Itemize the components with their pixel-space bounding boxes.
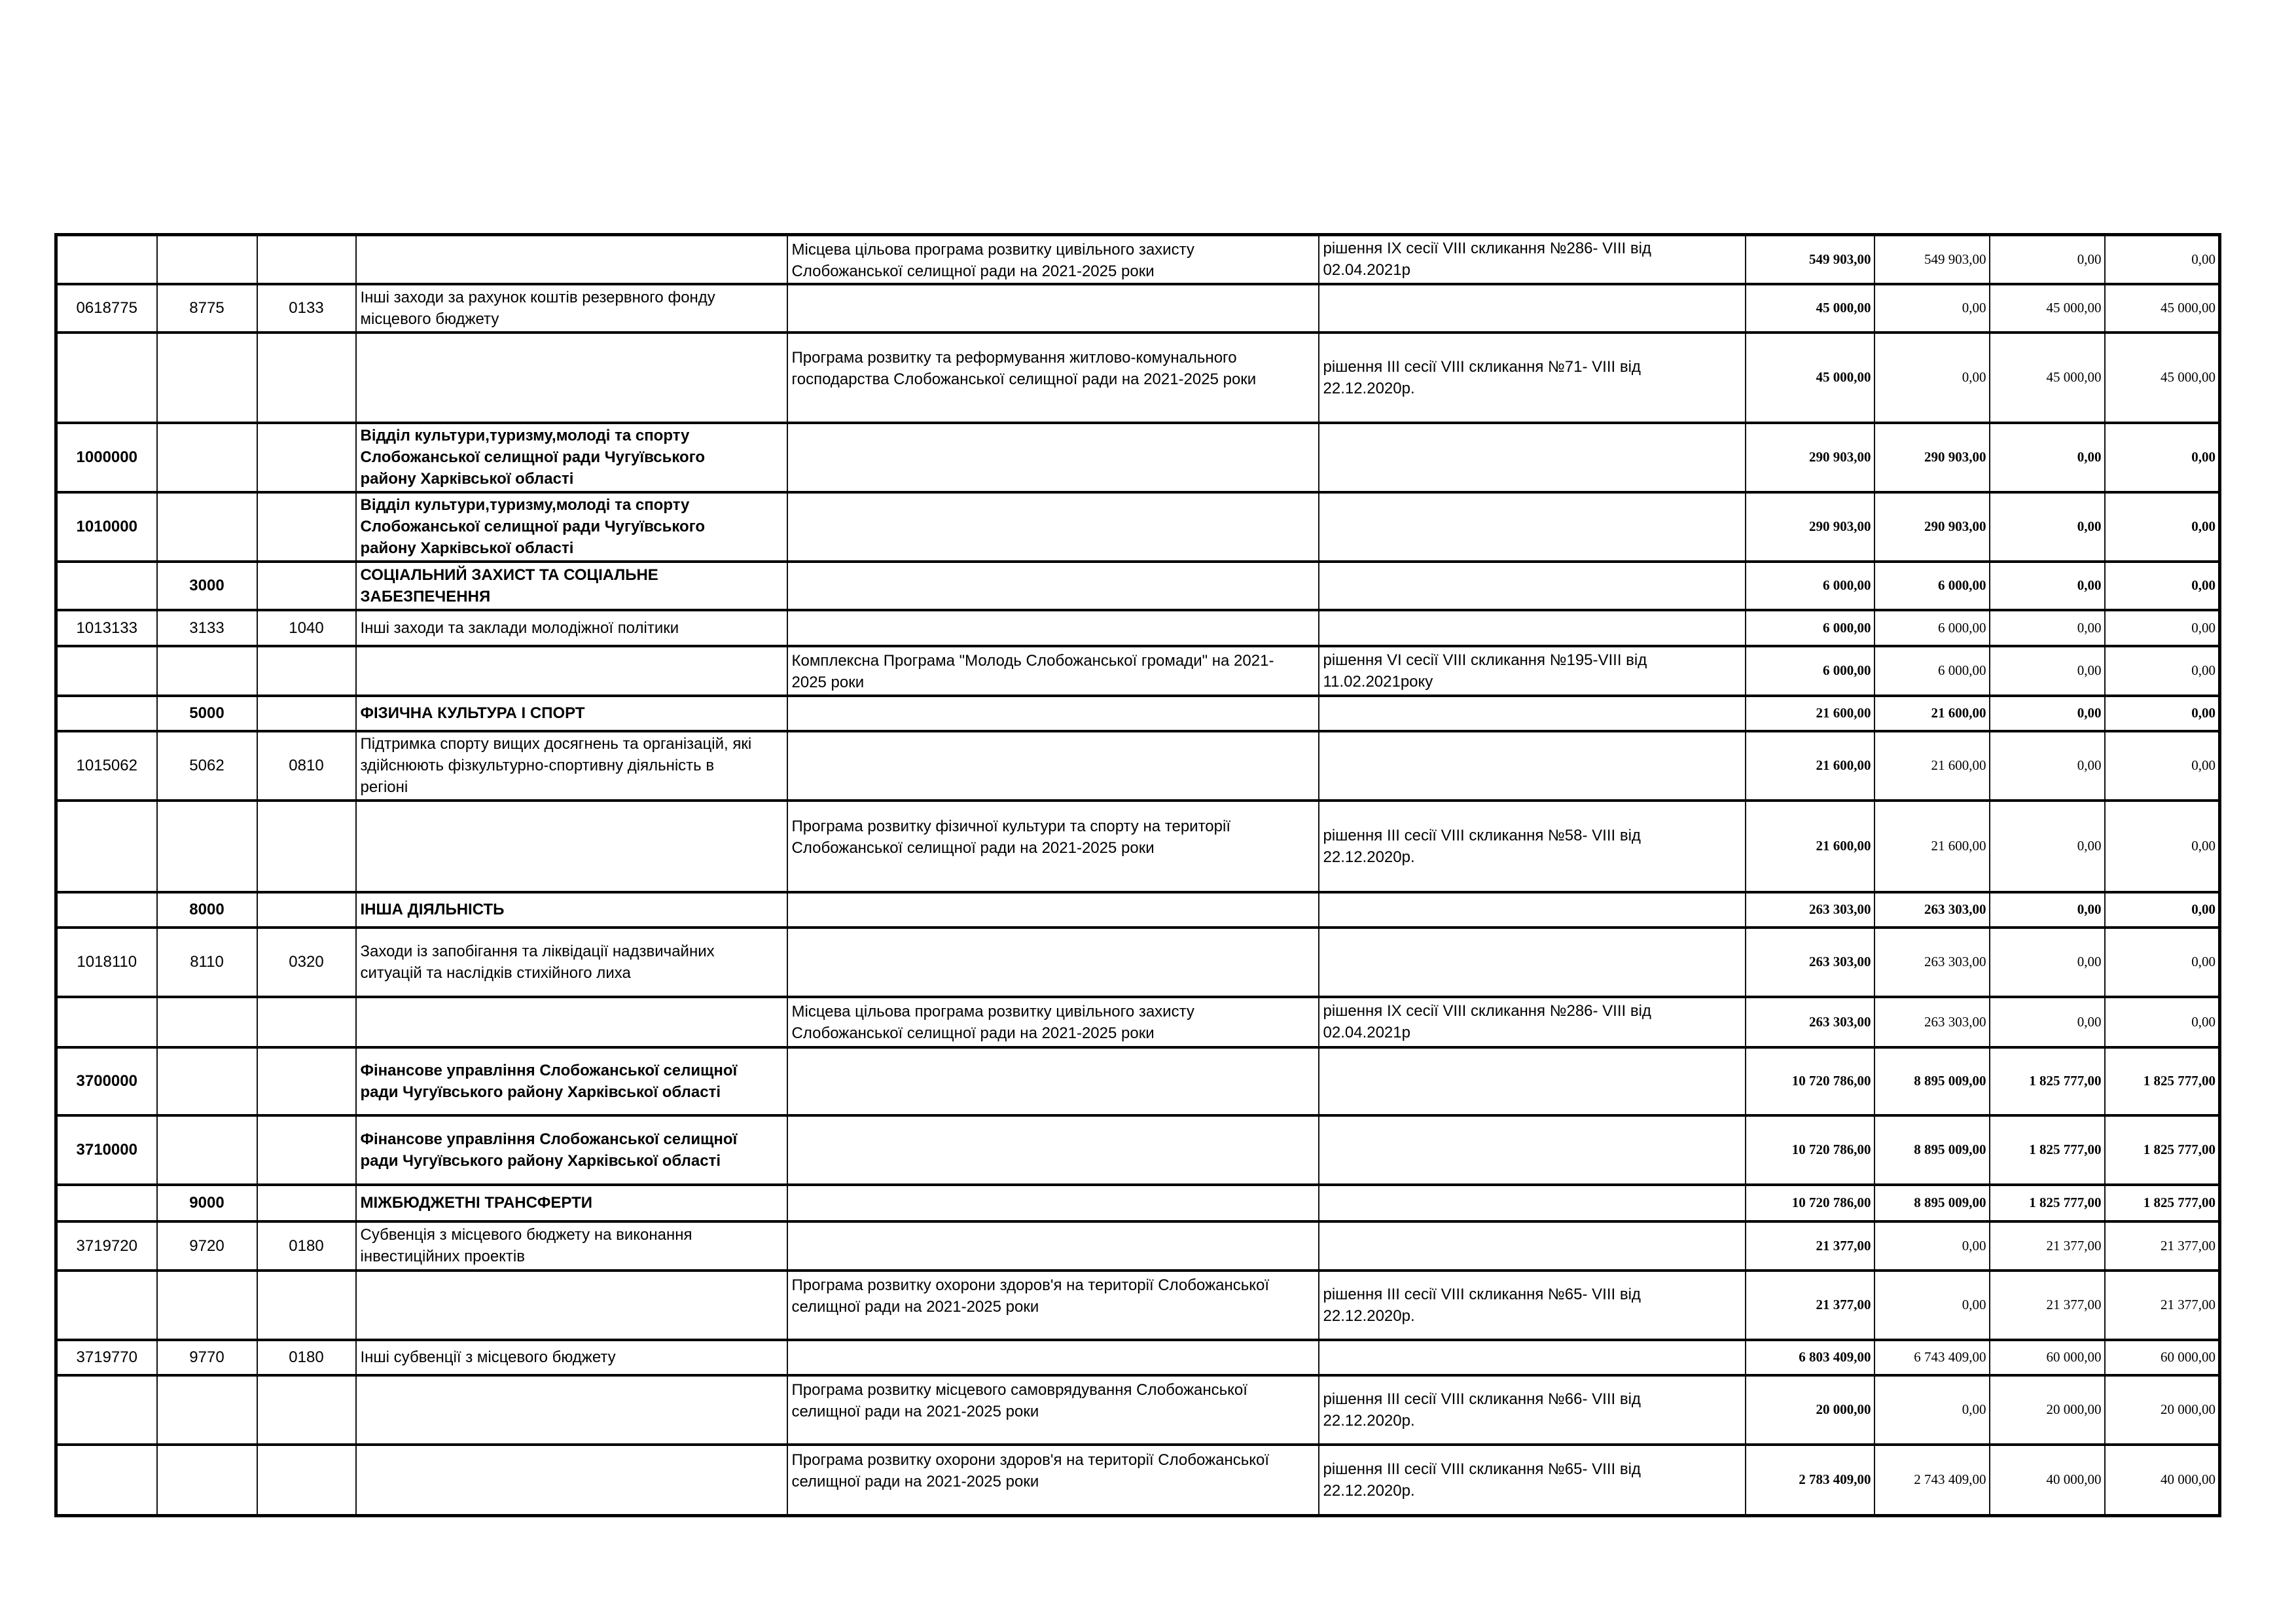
cell-kpkvkmb (56, 997, 157, 1047)
cell-kfkvk (257, 892, 356, 928)
cell-program (787, 492, 1319, 562)
cell-kfkvk (257, 801, 356, 892)
cell-tpkvkmb: 3133 (157, 610, 257, 646)
cell-name (356, 235, 787, 284)
cell-tpkvkmb: 5062 (157, 731, 257, 801)
cell-name (356, 333, 787, 423)
cell-name: Відділ культури,туризму,молоді та спорту Слобожанської селищної ради Чугуївського району Харківської області (356, 492, 787, 562)
cell-total: 290 903,00 (1746, 423, 1874, 492)
table-row (56, 1340, 2220, 1375)
cell-program: Програма розвитку та реформування житлово-комунального господарства Слобожанської селищної ради на 2021-2025 роки (787, 333, 1319, 423)
cell-tpkvkmb (157, 235, 257, 284)
cell-program (787, 1185, 1319, 1221)
cell-development: 0,00 (2105, 731, 2220, 801)
cell-kfkvk (257, 492, 356, 562)
cell-decision (1319, 492, 1746, 562)
cell-name: Підтримка спорту вищих досягнень та організацій, які здійснюють фізкультурно-спортивну діяльність в регіоні (356, 731, 787, 801)
cell-special: 1 825 777,00 (1990, 1115, 2105, 1185)
cell-name: Фінансове управління Слобожанської селищної ради Чугуївського району Харківської області (356, 1115, 787, 1185)
cell-general: 290 903,00 (1874, 423, 1990, 492)
cell-kpkvkmb (56, 235, 157, 284)
cell-tpkvkmb (157, 1047, 257, 1115)
cell-special: 0,00 (1990, 423, 2105, 492)
cell-program (787, 284, 1319, 333)
cell-general: 6 000,00 (1874, 562, 1990, 610)
cell-tpkvkmb (157, 492, 257, 562)
cell-name: ІНША ДІЯЛЬНІСТЬ (356, 892, 787, 928)
cell-decision (1319, 284, 1746, 333)
table-row (56, 284, 2220, 333)
cell-total: 21 377,00 (1746, 1221, 1874, 1271)
table-row (56, 1221, 2220, 1271)
cell-special: 20 000,00 (1990, 1375, 2105, 1445)
cell-tpkvkmb: 8110 (157, 928, 257, 997)
cell-kfkvk (257, 696, 356, 731)
cell-development: 0,00 (2105, 492, 2220, 562)
cell-total: 21 600,00 (1746, 801, 1874, 892)
cell-kpkvkmb: 1000000 (56, 423, 157, 492)
cell-general: 21 600,00 (1874, 696, 1990, 731)
cell-tpkvkmb: 9000 (157, 1185, 257, 1221)
cell-special: 0,00 (1990, 731, 2105, 801)
cell-tpkvkmb (157, 333, 257, 423)
cell-program (787, 892, 1319, 928)
cell-kfkvk: 0810 (257, 731, 356, 801)
cell-development: 0,00 (2105, 997, 2220, 1047)
cell-general: 0,00 (1874, 1221, 1990, 1271)
cell-kpkvkmb: 3719720 (56, 1221, 157, 1271)
cell-special: 0,00 (1990, 801, 2105, 892)
cell-total: 263 303,00 (1746, 928, 1874, 997)
cell-decision: рішення IX сесії VIII скликання №286- VIII від 02.04.2021р (1319, 235, 1746, 284)
cell-kfkvk (257, 1185, 356, 1221)
cell-development: 0,00 (2105, 562, 2220, 610)
cell-general: 0,00 (1874, 1271, 1990, 1340)
cell-special: 0,00 (1990, 235, 2105, 284)
cell-general: 0,00 (1874, 284, 1990, 333)
cell-special: 0,00 (1990, 646, 2105, 696)
cell-total: 263 303,00 (1746, 997, 1874, 1047)
table-row (56, 1445, 2220, 1516)
cell-name: Інші заходи за рахунок коштів резервного фонду місцевого бюджету (356, 284, 787, 333)
cell-tpkvkmb: 9720 (157, 1221, 257, 1271)
cell-total: 10 720 786,00 (1746, 1047, 1874, 1115)
cell-decision (1319, 1047, 1746, 1115)
table-row (56, 333, 2220, 423)
table-row (56, 892, 2220, 928)
cell-development: 60 000,00 (2105, 1340, 2220, 1375)
cell-tpkvkmb: 5000 (157, 696, 257, 731)
cell-general: 8 895 009,00 (1874, 1047, 1990, 1115)
cell-name: Фінансове управління Слобожанської селищної ради Чугуївського району Харківської області (356, 1047, 787, 1115)
cell-development: 0,00 (2105, 928, 2220, 997)
cell-kpkvkmb: 3710000 (56, 1115, 157, 1185)
cell-general: 6 000,00 (1874, 646, 1990, 696)
cell-kpkvkmb (56, 1445, 157, 1516)
table-row (56, 696, 2220, 731)
budget-table (54, 233, 2221, 1517)
cell-program (787, 731, 1319, 801)
cell-development: 0,00 (2105, 423, 2220, 492)
cell-total: 21 600,00 (1746, 696, 1874, 731)
cell-program (787, 610, 1319, 646)
cell-name (356, 1375, 787, 1445)
cell-decision: рішення III сесії VIII скликання №65- VIII від 22.12.2020р. (1319, 1445, 1746, 1516)
cell-development: 0,00 (2105, 892, 2220, 928)
cell-special: 45 000,00 (1990, 333, 2105, 423)
cell-program (787, 1340, 1319, 1375)
cell-kpkvkmb (56, 333, 157, 423)
cell-decision (1319, 696, 1746, 731)
cell-special: 0,00 (1990, 492, 2105, 562)
cell-kfkvk (257, 562, 356, 610)
cell-development: 1 825 777,00 (2105, 1047, 2220, 1115)
cell-kpkvkmb: 1010000 (56, 492, 157, 562)
cell-decision: рішення III сесії VIII скликання №65- VIII від 22.12.2020р. (1319, 1271, 1746, 1340)
cell-tpkvkmb (157, 1375, 257, 1445)
cell-kpkvkmb (56, 892, 157, 928)
cell-total: 549 903,00 (1746, 235, 1874, 284)
cell-total: 290 903,00 (1746, 492, 1874, 562)
cell-program (787, 928, 1319, 997)
cell-decision: рішення III сесії VIII скликання №66- VIII від 22.12.2020р. (1319, 1375, 1746, 1445)
table-row (56, 1115, 2220, 1185)
table-row (56, 492, 2220, 562)
cell-kpkvkmb: 1015062 (56, 731, 157, 801)
cell-special: 0,00 (1990, 610, 2105, 646)
cell-special: 45 000,00 (1990, 284, 2105, 333)
cell-development: 0,00 (2105, 801, 2220, 892)
cell-kpkvkmb: 3700000 (56, 1047, 157, 1115)
cell-total: 21 377,00 (1746, 1271, 1874, 1340)
cell-development: 21 377,00 (2105, 1221, 2220, 1271)
cell-name: Інші субвенції з місцевого бюджету (356, 1340, 787, 1375)
cell-general: 2 743 409,00 (1874, 1445, 1990, 1516)
cell-tpkvkmb (157, 801, 257, 892)
cell-tpkvkmb (157, 1445, 257, 1516)
cell-tpkvkmb (157, 423, 257, 492)
cell-name (356, 646, 787, 696)
table-row (56, 423, 2220, 492)
cell-special: 21 377,00 (1990, 1221, 2105, 1271)
table-row (56, 1185, 2220, 1221)
cell-kfkvk: 0180 (257, 1340, 356, 1375)
cell-kfkvk: 0180 (257, 1221, 356, 1271)
cell-name (356, 997, 787, 1047)
cell-total: 6 000,00 (1746, 646, 1874, 696)
cell-development: 0,00 (2105, 646, 2220, 696)
cell-development: 1 825 777,00 (2105, 1185, 2220, 1221)
cell-tpkvkmb: 9770 (157, 1340, 257, 1375)
cell-decision: рішення III сесії VIII скликання №71- VIII від 22.12.2020р. (1319, 333, 1746, 423)
table-row (56, 646, 2220, 696)
cell-name (356, 801, 787, 892)
cell-general: 8 895 009,00 (1874, 1115, 1990, 1185)
cell-program (787, 1221, 1319, 1271)
cell-total: 2 783 409,00 (1746, 1445, 1874, 1516)
cell-general: 6 743 409,00 (1874, 1340, 1990, 1375)
cell-development: 20 000,00 (2105, 1375, 2220, 1445)
cell-development: 1 825 777,00 (2105, 1115, 2220, 1185)
cell-program (787, 696, 1319, 731)
cell-kpkvkmb (56, 1375, 157, 1445)
cell-development: 0,00 (2105, 610, 2220, 646)
cell-kfkvk (257, 1047, 356, 1115)
cell-total: 6 000,00 (1746, 610, 1874, 646)
cell-total: 21 600,00 (1746, 731, 1874, 801)
table-row (56, 1271, 2220, 1340)
cell-general: 263 303,00 (1874, 892, 1990, 928)
cell-name: Заходи із запобігання та ліквідації надзвичайних ситуацій та наслідків стихійного лиха (356, 928, 787, 997)
cell-general: 263 303,00 (1874, 928, 1990, 997)
cell-kfkvk (257, 1375, 356, 1445)
cell-development: 45 000,00 (2105, 333, 2220, 423)
cell-decision (1319, 610, 1746, 646)
cell-kpkvkmb (56, 801, 157, 892)
cell-kpkvkmb (56, 1185, 157, 1221)
table-row (56, 1047, 2220, 1115)
cell-special: 21 377,00 (1990, 1271, 2105, 1340)
cell-name: МІЖБЮДЖЕТНІ ТРАНСФЕРТИ (356, 1185, 787, 1221)
cell-program (787, 1047, 1319, 1115)
cell-kpkvkmb: 3719770 (56, 1340, 157, 1375)
table-row (56, 562, 2220, 610)
cell-kfkvk (257, 1115, 356, 1185)
table-body (56, 235, 2220, 1516)
cell-development: 0,00 (2105, 696, 2220, 731)
cell-general: 549 903,00 (1874, 235, 1990, 284)
cell-general: 21 600,00 (1874, 731, 1990, 801)
cell-name: Субвенція з місцевого бюджету на виконання інвестиційних проектів (356, 1221, 787, 1271)
cell-special: 0,00 (1990, 928, 2105, 997)
cell-special: 60 000,00 (1990, 1340, 2105, 1375)
cell-tpkvkmb (157, 1271, 257, 1340)
cell-kpkvkmb (56, 696, 157, 731)
cell-kfkvk: 0133 (257, 284, 356, 333)
cell-general: 0,00 (1874, 1375, 1990, 1445)
cell-name (356, 1271, 787, 1340)
cell-decision (1319, 1340, 1746, 1375)
cell-decision (1319, 1185, 1746, 1221)
cell-special: 0,00 (1990, 696, 2105, 731)
cell-general: 263 303,00 (1874, 997, 1990, 1047)
cell-kpkvkmb (56, 1271, 157, 1340)
cell-tpkvkmb (157, 997, 257, 1047)
table-row (56, 731, 2220, 801)
table-row (56, 1375, 2220, 1445)
cell-general: 8 895 009,00 (1874, 1185, 1990, 1221)
cell-program (787, 423, 1319, 492)
cell-development: 21 377,00 (2105, 1271, 2220, 1340)
cell-total: 6 000,00 (1746, 562, 1874, 610)
cell-kpkvkmb: 1018110 (56, 928, 157, 997)
cell-name: СОЦІАЛЬНИЙ ЗАХИСТ ТА СОЦІАЛЬНЕ ЗАБЕЗПЕЧЕННЯ (356, 562, 787, 610)
cell-general: 0,00 (1874, 333, 1990, 423)
cell-total: 6 803 409,00 (1746, 1340, 1874, 1375)
cell-program: Програма розвитку фізичної культури та спорту на території Слобожанської селищної ради на 2021-2025 роки (787, 801, 1319, 892)
cell-kfkvk (257, 1271, 356, 1340)
cell-kpkvkmb (56, 562, 157, 610)
cell-program: Програма розвитку охорони здоров'я на території Слобожанської селищної ради на 2021-2025 роки (787, 1271, 1319, 1340)
cell-kpkvkmb: 0618775 (56, 284, 157, 333)
table-row (56, 928, 2220, 997)
cell-decision (1319, 1115, 1746, 1185)
cell-name: ФІЗИЧНА КУЛЬТУРА І СПОРТ (356, 696, 787, 731)
cell-tpkvkmb (157, 646, 257, 696)
cell-general: 6 000,00 (1874, 610, 1990, 646)
cell-tpkvkmb: 3000 (157, 562, 257, 610)
cell-decision (1319, 1221, 1746, 1271)
cell-kfkvk: 1040 (257, 610, 356, 646)
cell-program: Програма розвитку охорони здоров'я на території Слобожанської селищної ради на 2021-2025 роки (787, 1445, 1319, 1516)
cell-decision (1319, 423, 1746, 492)
cell-total: 10 720 786,00 (1746, 1115, 1874, 1185)
cell-program (787, 562, 1319, 610)
cell-total: 10 720 786,00 (1746, 1185, 1874, 1221)
cell-special: 0,00 (1990, 892, 2105, 928)
cell-special: 1 825 777,00 (1990, 1047, 2105, 1115)
cell-name: Відділ культури,туризму,молоді та спорту Слобожанської селищної ради Чугуївського району Харківської області (356, 423, 787, 492)
cell-special: 0,00 (1990, 997, 2105, 1047)
cell-total: 263 303,00 (1746, 892, 1874, 928)
cell-special: 40 000,00 (1990, 1445, 2105, 1516)
cell-general: 21 600,00 (1874, 801, 1990, 892)
cell-program: Місцева цільова програма розвитку цивільного захисту Слобожанської селищної ради на 2021-2025 роки (787, 997, 1319, 1047)
cell-kfkvk (257, 333, 356, 423)
cell-kpkvkmb: 1013133 (56, 610, 157, 646)
cell-total: 20 000,00 (1746, 1375, 1874, 1445)
table-row (56, 801, 2220, 892)
cell-decision (1319, 928, 1746, 997)
cell-name (356, 1445, 787, 1516)
cell-kfkvk (257, 997, 356, 1047)
cell-development: 45 000,00 (2105, 284, 2220, 333)
cell-tpkvkmb: 8775 (157, 284, 257, 333)
cell-general: 290 903,00 (1874, 492, 1990, 562)
cell-special: 1 825 777,00 (1990, 1185, 2105, 1221)
cell-program: Комплексна Програма "Молодь Слобожанської громади" на 2021- 2025 роки (787, 646, 1319, 696)
cell-kfkvk: 0320 (257, 928, 356, 997)
cell-kpkvkmb (56, 646, 157, 696)
table-row (56, 235, 2220, 284)
cell-decision (1319, 892, 1746, 928)
cell-kfkvk (257, 646, 356, 696)
cell-decision: рішення VI сесії VIII скликання №195-VIII від 11.02.2021року (1319, 646, 1746, 696)
cell-decision: рішення IX сесії VIII скликання №286- VIII від 02.04.2021р (1319, 997, 1746, 1047)
cell-tpkvkmb: 8000 (157, 892, 257, 928)
cell-kfkvk (257, 1445, 356, 1516)
cell-decision: рішення III сесії VIII скликання №58- VIII від 22.12.2020р. (1319, 801, 1746, 892)
cell-program: Програма розвитку місцевого самоврядування Слобожанської селищної ради на 2021-2025 роки (787, 1375, 1319, 1445)
cell-decision (1319, 562, 1746, 610)
cell-special: 0,00 (1990, 562, 2105, 610)
cell-program (787, 1115, 1319, 1185)
table-row (56, 997, 2220, 1047)
cell-tpkvkmb (157, 1115, 257, 1185)
cell-kfkvk (257, 423, 356, 492)
table-row (56, 610, 2220, 646)
cell-total: 45 000,00 (1746, 284, 1874, 333)
cell-total: 45 000,00 (1746, 333, 1874, 423)
cell-kfkvk (257, 235, 356, 284)
cell-development: 40 000,00 (2105, 1445, 2220, 1516)
cell-program: Місцева цільова програма розвитку цивільного захисту Слобожанської селищної ради на 2021-2025 роки (787, 235, 1319, 284)
cell-decision (1319, 731, 1746, 801)
cell-name: Інші заходи та заклади молодіжної політики (356, 610, 787, 646)
cell-development: 0,00 (2105, 235, 2220, 284)
